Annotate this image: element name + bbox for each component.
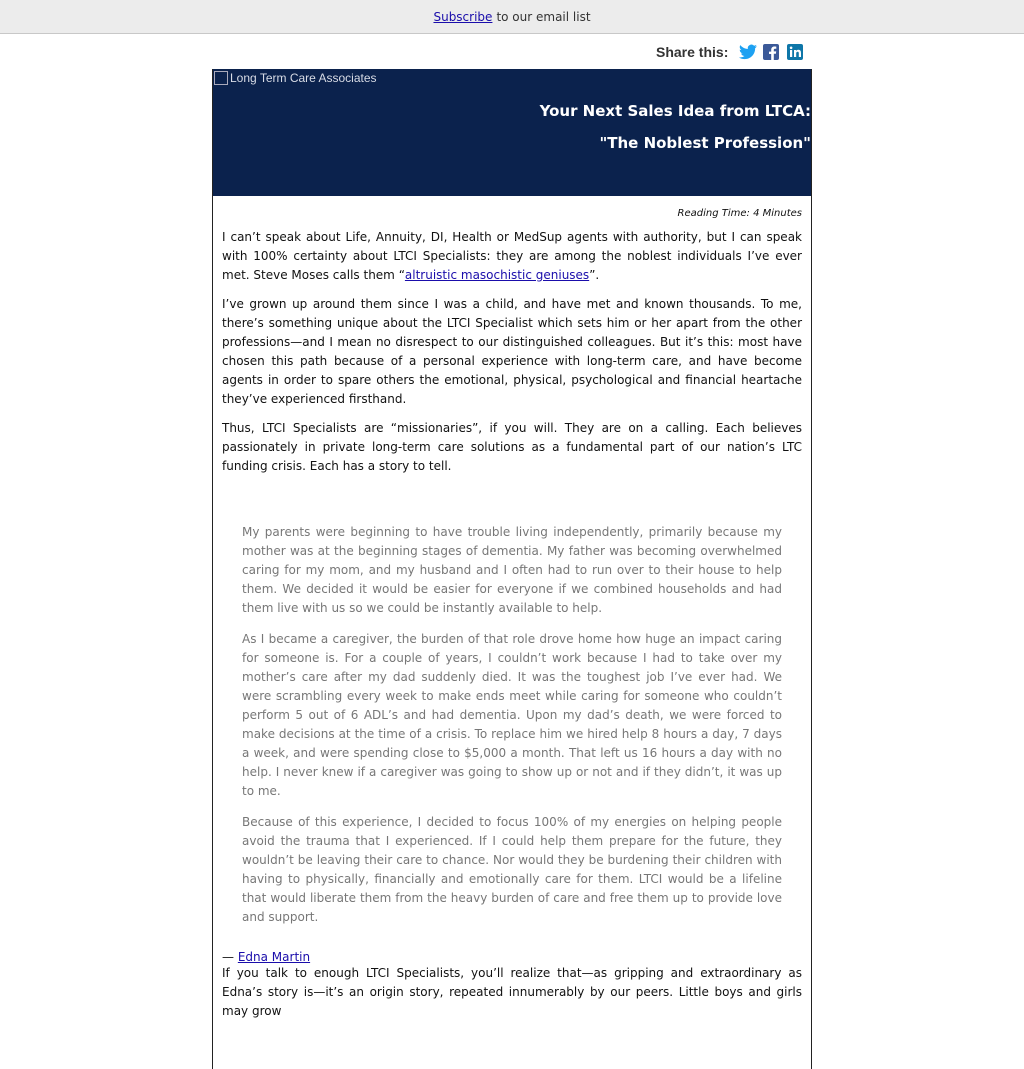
- quote-paragraph-3: Because of this experience, I decided to focus 100% of my energies on helping people avoid the trauma that I experienced. If I could help them prepare for the future, they wouldn’t be leaving their care to chance. Nor would they be burdening their children with having to physically, financially and emotionally care for them. LTCI would be a lifeline that would liberate them from the heavy burden of care and free them up to provide love and support.: [242, 815, 782, 924]
- share-label: Share this:: [656, 44, 729, 60]
- subscribe-text: to our email list: [496, 9, 591, 24]
- paragraph-4: If you talk to enough LTCI Specialists, you’ll realize that—as gripping and extraordinary as Edna’s story is—it’s an origin story, repeated innumerably by our peers. Little boys and girls may grow: [222, 966, 802, 1018]
- paragraph-1-text: I can’t speak about Life, Annuity, DI, Health or MedSup agents with authority, but I can speak with 100% certainty about LTCI Specialists: they are among the noblest individuals I’ve ever met. Steve Moses calls them “: [222, 230, 802, 282]
- paragraph-2: I’ve grown up around them since I was a child, and have met and known thousands. To me, there’s something unique about the LTCI Specialist which sets him or her apart from the other professions—and I mean no disrespect to our distinguished colleagues. But it’s this: most have chosen this path because of a personal experience with long-term care, and have become agents in order to spare others the emotional, physical, psychological and financial heartache they’ve experienced firsthand.: [222, 297, 802, 406]
- paragraph-1-end: ”.: [589, 268, 600, 282]
- quote-paragraph-1: My parents were beginning to have trouble living independently, primarily because my mother was at the beginning stages of dementia. My father was becoming overwhelmed caring for my mom, and my husband and I often had to run over to their house to help them. We decided it would be easier for everyone if we combined households and had them live with us so we could be instantly available to help.: [242, 525, 782, 615]
- logo-alt-text: Long Term Care Associates: [230, 71, 377, 85]
- header-title-line2: "The Noblest Profession": [599, 134, 811, 152]
- broken-image-icon: [214, 71, 228, 85]
- quote-paragraph-2: As I became a caregiver, the burden of that role drove home how huge an impact caring for someone is. For a couple of years, I couldn’t work because I had to take over my mother’s care after my dad suddenly died. It was the toughest job I’ve ever had. We were scrambling every week to make ends meet while caring for someone who couldn’t perform 5 out of 6 ADL’s and had dementia. Upon my dad’s death, we were forced to make decisions at the time of a crisis. To replace him we hired help 8 hours a day, 7 days a week, and were spending close to $5,000 a month. That left us 16 hours a day with no help. I never knew if a caregiver was going to show up or not and if they didn’t, it was up to me.: [242, 632, 782, 798]
- top-bar: [0, 0, 1024, 34]
- logo-image: [214, 71, 377, 85]
- reading-time: Reading Time: 4 Minutes: [677, 208, 802, 219]
- linkedin-icon[interactable]: [787, 44, 803, 60]
- paragraph-1: [222, 228, 802, 285]
- facebook-icon[interactable]: [763, 44, 779, 60]
- paragraph-3: Thus, LTCI Specialists are “missionaries”, if you will. They are on a calling. Each believes passionately in private long-term care solutions as a fundamental part of our nation’s LTC funding crisis. Each has a story to tell.: [222, 421, 802, 473]
- edna-martin-link[interactable]: Edna Martin: [237, 950, 311, 964]
- email-container: [212, 69, 812, 1069]
- subscribe-link[interactable]: Subscribe: [433, 9, 493, 24]
- attribution-dash: —: [222, 950, 234, 964]
- share-bar: [656, 44, 803, 60]
- testimonial-quote: [242, 523, 782, 927]
- header-title-line1: Your Next Sales Idea from LTCA:: [539, 102, 811, 120]
- altruistic-geniuses-link[interactable]: altruistic masochistic geniuses: [404, 268, 590, 282]
- email-header: [213, 69, 811, 196]
- article-content: [213, 196, 811, 1021]
- quote-attribution: [222, 950, 802, 964]
- twitter-icon[interactable]: [739, 44, 755, 60]
